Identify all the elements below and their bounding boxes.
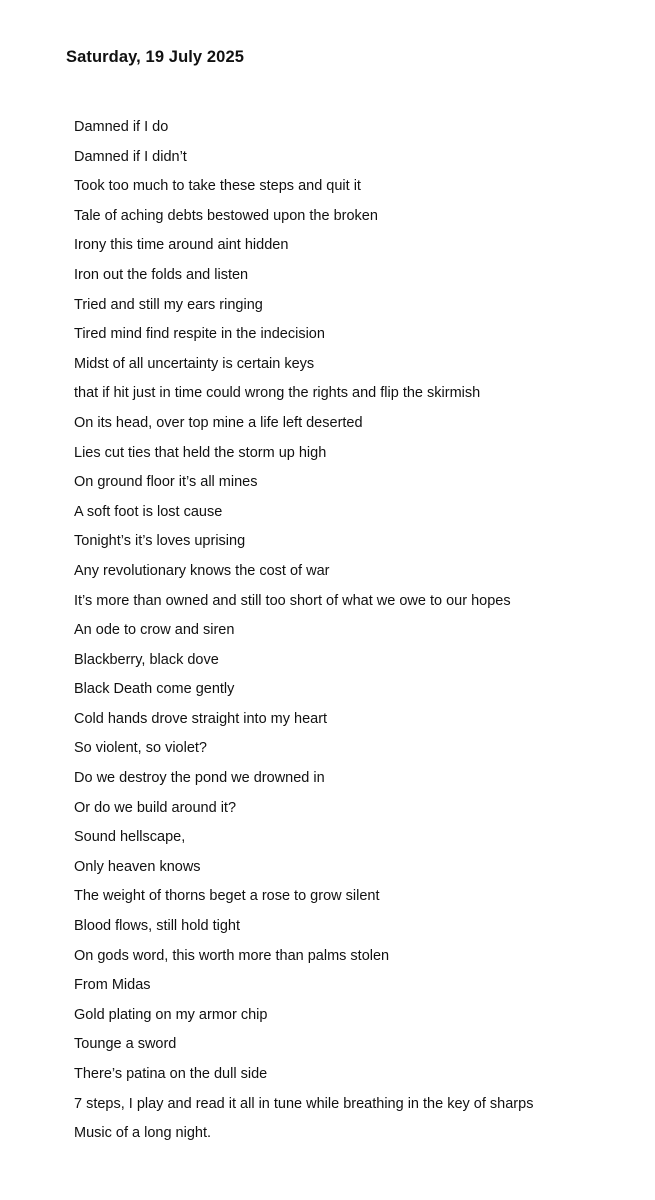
poem-line: Irony this time around aint hidden xyxy=(74,237,289,254)
poem-line: Damned if I didn’t xyxy=(74,148,187,165)
poem-line: Lies cut ties that held the storm up high xyxy=(74,444,327,461)
poem-line: Tried and still my ears ringing xyxy=(74,296,263,313)
poem-line: Damned if I do xyxy=(74,119,169,135)
poem-line: On its head, over top mine a life left deserted xyxy=(74,414,363,431)
poem-line: So violent, so violet? xyxy=(74,740,207,757)
poem-line: Black Death come gently xyxy=(74,681,235,698)
poem-line: Only heaven knows xyxy=(74,858,201,875)
poem-line: On gods word, this worth more than palms stolen xyxy=(74,947,390,964)
poem-line: Midst of all uncertainty is certain keys xyxy=(74,355,315,372)
poem-line: A soft foot is lost cause xyxy=(74,503,223,520)
poem-line: Any revolutionary knows the cost of war xyxy=(74,562,330,579)
poem-line: An ode to crow and siren xyxy=(74,622,235,639)
poem-line: Tired mind find respite in the indecision xyxy=(74,326,325,343)
poem-line: The weight of thorns beget a rose to grow silent xyxy=(74,888,380,905)
poem-line: Blood flows, still hold tight xyxy=(74,918,241,935)
poem-line: Tonight’s it’s loves uprising xyxy=(74,533,246,550)
poem-line: It’s more than owned and still too short of what we owe to our hopes xyxy=(74,592,511,609)
poem-line: Took too much to take these steps and quit it xyxy=(74,178,361,195)
poem-line: Iron out the folds and listen xyxy=(74,266,249,283)
poem-body xyxy=(74,115,533,1151)
poem-line: From Midas xyxy=(74,977,151,994)
poem-line: 7 steps, I play and read it all in tune while breathing in the key of sharps xyxy=(74,1095,534,1112)
poem-line: Tounge a sword xyxy=(74,1036,177,1053)
poem-line: Cold hands drove straight into my heart xyxy=(74,710,328,727)
poem-line: Do we destroy the pond we drowned in xyxy=(74,770,325,787)
poem-line: There’s patina on the dull side xyxy=(74,1066,268,1082)
poem-line: Music of a long night. xyxy=(74,1125,212,1142)
poem-line: Gold plating on my armor chip xyxy=(74,1006,268,1023)
poem-line: Blackberry, black dove xyxy=(74,651,219,668)
poem-line: Tale of aching debts bestowed upon the broken xyxy=(74,207,378,224)
poem-line: Sound hellscape, xyxy=(74,829,186,846)
poem-line: that if hit just in time could wrong the rights and flip the skirmish xyxy=(74,385,481,402)
date-heading: Saturday, 19 July 2025 xyxy=(66,48,244,66)
poem-line: On ground floor it’s all mines xyxy=(74,474,258,491)
poem-line: Or do we build around it? xyxy=(74,799,237,816)
